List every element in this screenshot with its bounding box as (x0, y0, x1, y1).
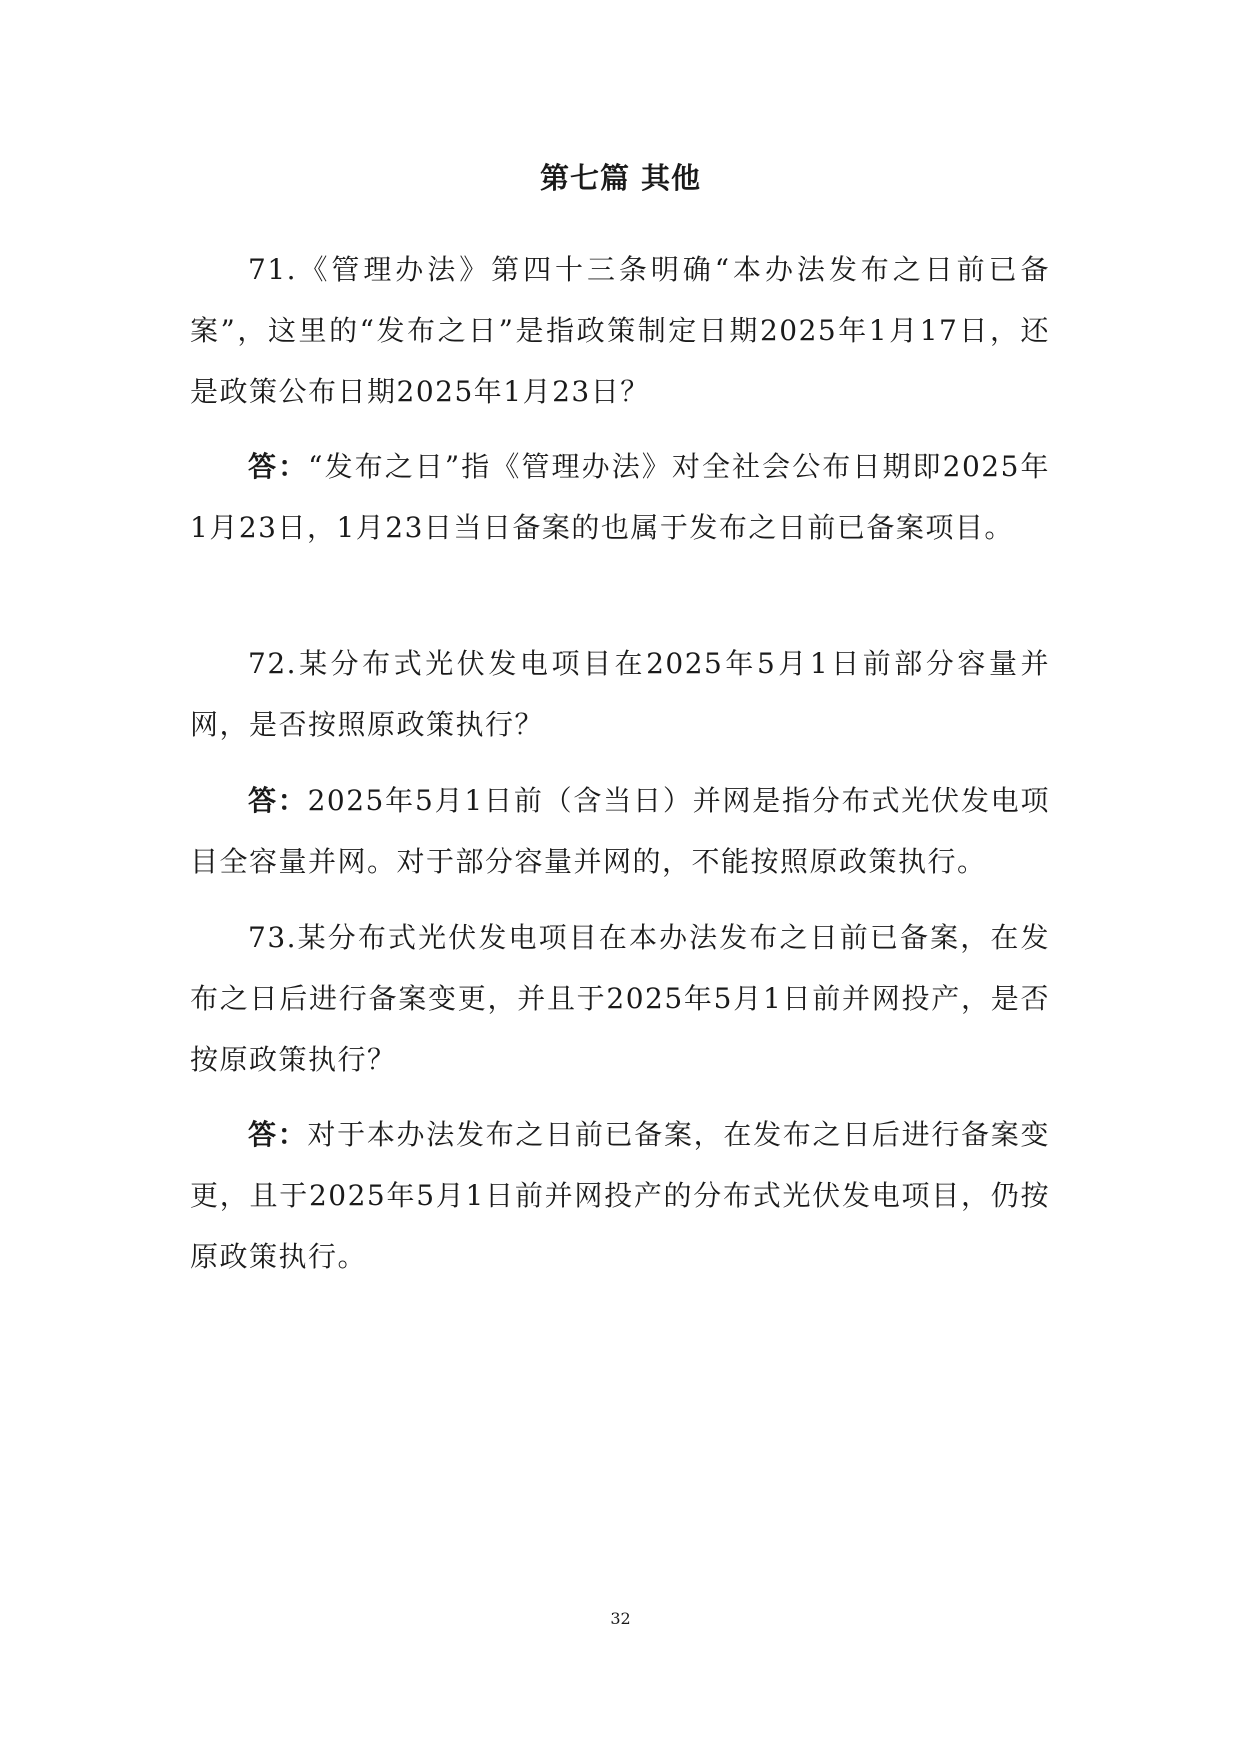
question-73: 73.某分布式光伏发电项目在本办法发布之日前已备案，在发布之日后进行备案变更，并且于2025年5月1日前并网投产，是否按原政策执行？ (190, 921, 1050, 1076)
answer-text: 2025年5月1日前（含当日）并网是指分布式光伏发电项目全容量并网。对于部分容量并网的，不能按照原政策执行。 (190, 784, 1050, 878)
answer-label: 答： (248, 784, 308, 817)
answer-text: 对于本办法发布之日前已备案，在发布之日后进行备案变更，且于2025年5月1日前并网投产的分布式光伏发电项目，仍按原政策执行。 (190, 1118, 1050, 1273)
question-71: 71.《管理办法》第四十三条明确“本办法发布之日前已备案”，这里的“发布之日”是指政策制定日期2025年1月17日，还是政策公布日期2025年1月23日？ (190, 253, 1050, 408)
page-number: 32 (610, 1609, 631, 1628)
answer-text: “发布之日”指《管理办法》对全社会公布日期即2025年1月23日，1月23日当日备案的也属于发布之日前已备案项目。 (190, 450, 1050, 544)
answer-73 (190, 1104, 1050, 1287)
answer-label: 答： (248, 450, 309, 483)
answer-label: 答： (248, 1118, 308, 1151)
section-title: 第七篇 其他 (539, 161, 702, 195)
answer-72 (190, 770, 1050, 892)
answer-71 (190, 436, 1050, 558)
question-72: 72.某分布式光伏发电项目在2025年5月1日前部分容量并网，是否按照原政策执行？ (190, 647, 1050, 741)
